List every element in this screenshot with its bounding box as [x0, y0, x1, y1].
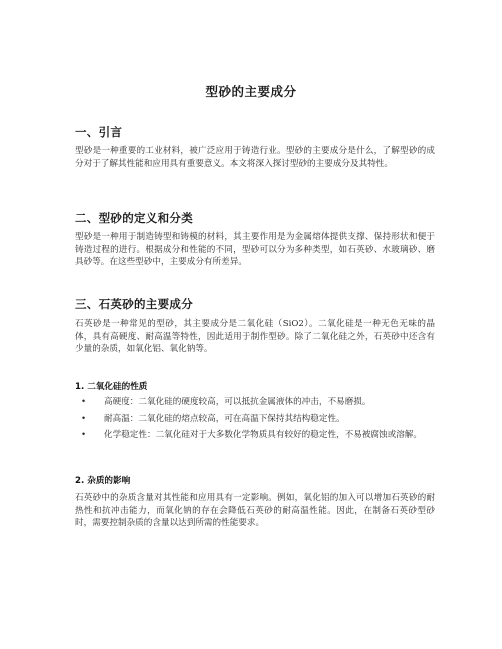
list-item — [75, 396, 435, 409]
subsection-paragraph-impurities: 石英砂中的杂质含量对其性能和应用具有一定影响。例如，氧化铝的加入可以增加石英砂的耐热性和抗冲击能力，而氧化钠的存在会降低石英砂的耐高温性能。因此，在制备石英砂型砂时，需要控制杂质的含量以达到所需的性能要求。 — [75, 493, 435, 529]
section-heading-intro: 一、引言 — [75, 125, 123, 139]
bullet-glyph: • — [81, 430, 87, 441]
section-paragraph-definition: 型砂是一种用于制造铸型和铸模的材料，其主要作用是为金属熔体提供支撑、保持形状和便于铸造过程的进行。根据成分和性能的不同，型砂可以分为多种类型，如石英砂、水玻璃砂、磨具砂等。在这些型砂中，主要成分有所差异。 — [75, 232, 435, 268]
bullet-glyph: • — [81, 397, 87, 407]
bullet-glyph: • — [81, 413, 87, 424]
silica-properties-list — [75, 396, 435, 446]
list-item-text: 高硬度：二氧化硅的硬度较高，可以抵抗金属液体的冲击，不易磨损。 — [104, 397, 371, 407]
list-item-text: 耐高温：二氧化硅的熔点较高，可在高温下保持其结构稳定性。 — [104, 413, 345, 424]
list-item — [75, 429, 435, 442]
list-item — [75, 413, 435, 426]
subsection-heading-impurities: 2. 杂质的影响 — [75, 476, 131, 486]
section-paragraph-intro: 型砂是一种重要的工业材料，被广泛应用于铸造行业。型砂的主要成分是什么，了解型砂的成分对于了解其性能和应用具有重要意义。本文将深入探讨型砂的主要成分及其特性。 — [75, 146, 435, 169]
list-item-text: 化学稳定性：二氧化硅对于大多数化学物质具有较好的稳定性，不易被腐蚀或溶解。 — [104, 430, 422, 441]
section-paragraph-quartz: 石英砂是一种常见的型砂，其主要成分是二氧化硅（SiO2）。二氧化硅是一种无色无味的晶体，具有高硬度、耐高温等特性，因此适用于制作型砂。除了二氧化硅之外，石英砂中还含有少量的杂质，如氧化铝、氧化钠等。 — [75, 319, 435, 355]
section-heading-quartz: 三、石英砂的主要成分 — [75, 297, 193, 311]
page-title: 型砂的主要成分 — [205, 84, 297, 99]
subsection-heading-silica-properties: 1. 二氧化硅的性质 — [75, 382, 148, 392]
section-heading-definition: 二、型砂的定义和分类 — [75, 211, 193, 225]
